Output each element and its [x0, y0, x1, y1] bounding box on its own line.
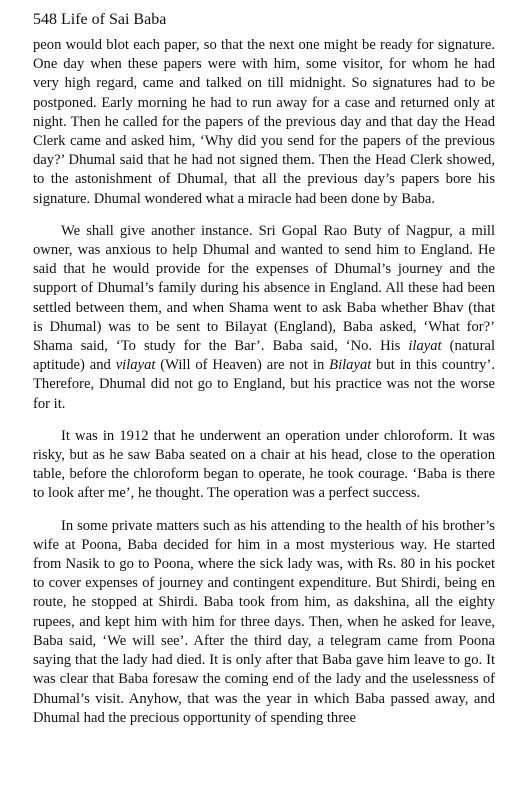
paragraph-4: In some private matters such as his attending to the health of his brother’s wife at Poona, Baba decided for him in a most mysterious way. He started from Nasik to go to Poona, where the sick lady was, with Rs. 80 in his pocket to cover expenses of journey and contingent expenditure. But Shirdi, being en route, he stopped at Shirdi. Baba took from him, as dakshina, all the eighty rupees, and kept him with him for three days. Then, when he asked for leave, Baba said, ‘We will see’. After the third day, a telegram came from Poona saying that the lady had died. It is only after that Baba gave him leave to go. It was clear that Baba foresaw the coming end of the lady and the uselessness of Dhumal’s visit. Anyhow, that was the year in which Baba passed away, and Dhumal had the precious opportunity of spending three — [33, 517, 495, 726]
running-head — [33, 10, 495, 30]
term-vilayat: vilayat — [115, 357, 156, 374]
paragraph-2-text-a: We shall give another instance. Sri Gopal Rao Buty of Nagpur, a mill owner, was anxious to help Dhumal and wanted to send him to England. He said that he would provide for the expenses of Dhumal’s journey and the support of Dhumal’s family during his absence in England. All these had been settled between them, and when Shama went to ask Baba whether Bhav (that is Dhumal) was to be sent to Bilayat (England), Baba asked, ‘What for?’ Shama said, ‘To study for the Bar’. Baba said, ‘No. His — [33, 222, 495, 355]
running-title: Life of Sai Baba — [61, 11, 167, 28]
term-bilayat: Bilayat — [329, 357, 372, 374]
paragraph-1: peon would blot each paper, so that the next one might be ready for signature. One day when these papers were with him, some visitor, for whom he had very high regard, came and talked on till midnight. So signatures had to be postponed. Early morning he had to run away for a case and returned only at night. Then he called for the papers of the previous day and that day the Head Clerk came and asked him, ‘Why did you send for the papers of the previous day?’ Dhumal said that he had not signed them. Then the Head Clerk showed, to the astonishment of Dhumal, that all the previous day’s papers bore his signature. Dhumal wondered what a miracle had been done by Baba. — [33, 37, 495, 207]
paragraph-3: It was in 1912 that he underwent an operation under chloroform. It was risky, but as he saw Baba seated on a chair at his head, close to the operation table, before the chloroform began to operate, he took courage. ‘Baba is there to look after me’, he thought. The operation was a perfect success. — [33, 427, 495, 502]
page-number: 548 — [33, 11, 57, 28]
paragraph-2 — [33, 222, 495, 414]
paragraph-2-text-d: but in this country’. Therefore, Dhumal did not go to England, but his practice was not the worse for it. — [33, 357, 495, 412]
term-ilayat: ilayat — [408, 338, 442, 355]
paragraph-2-text-c: (Will of Heaven) are not in — [155, 357, 330, 374]
book-page — [33, 10, 495, 728]
paragraph-2-text-b: (natural aptitude) and — [33, 338, 495, 374]
